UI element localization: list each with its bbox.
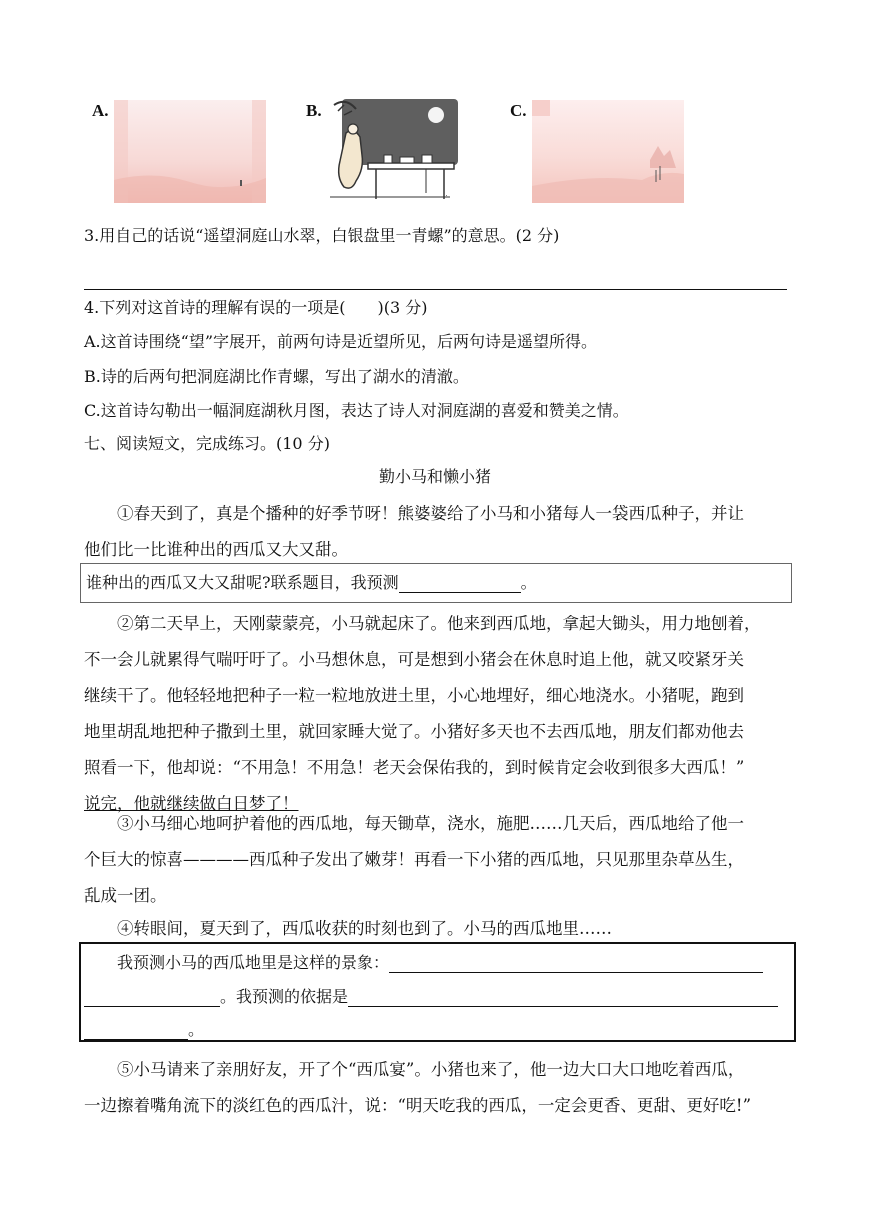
question-4-option-b: B.诗的后两句把洞庭湖比作青螺，写出了湖水的清澈。: [84, 367, 469, 386]
section-7-heading: 七、阅读短文，完成练习。(10 分): [84, 434, 330, 453]
prediction-blank-2b[interactable]: [84, 988, 220, 1007]
paragraph-1-line-2: 他们比一比谁种出的西瓜又大又甜。: [84, 540, 348, 559]
prediction-blank-2d[interactable]: [84, 1021, 188, 1040]
paragraph-2-line-5: 照看一下，他却说：“不用急！不用急！老天会保佑我的，到时候肯定会收到很多大西瓜！”: [84, 758, 745, 777]
prediction-box-2-line-2: [84, 987, 778, 1007]
paragraph-3: [84, 806, 790, 914]
option-a-image: [114, 100, 266, 203]
answer-line-q3[interactable]: [84, 289, 787, 290]
paragraph-3-line-1: ③小马细心地呵护着他的西瓜地，每天锄草，浇水，施肥……几天后，西瓜地给了他一: [117, 814, 744, 833]
prediction-blank-2a[interactable]: [389, 954, 763, 973]
option-a-label: A.: [92, 101, 109, 120]
prediction-box-1-content: [86, 573, 537, 593]
paragraph-4-line-1: ④转眼间，夏天到了，西瓜收获的时刻也到了。小马的西瓜地里……: [117, 919, 612, 938]
paragraph-3-line-2: 个巨大的惊喜————西瓜种子发出了嫩芽！再看一下小猪的西瓜地，只见那里杂草丛生，: [84, 850, 744, 869]
option-c-label: C.: [510, 101, 527, 120]
question-3: 3.用自己的话说“遥望洞庭山水翠，白银盘里一青螺”的意思。(2 分): [84, 226, 560, 245]
paragraph-2-line-2: 不一会儿就累得气喘吁吁了。小马想休息，可是想到小猪会在休息时追上他，就又咬紧牙关: [84, 650, 744, 669]
paragraph-2-line-4: 地里胡乱地把种子撒到土里，就回家睡大觉了。小猪好多天也不去西瓜地，朋友们都劝他去: [84, 722, 744, 741]
question-4-option-a: A.这首诗围绕“望”字展开，前两句诗是近望所见，后两句诗是遥望所得。: [84, 332, 598, 351]
paragraph-2-line-1: ②第二天早上，天刚蒙蒙亮，小马就起床了。他来到西瓜地，拿起大锄头，用力地刨着，: [117, 614, 761, 633]
paragraph-2-line-3: 继续干了。他轻轻地把种子一粒一粒地放进土里，小心地埋好，细心地浇水。小猪呢，跑到: [84, 686, 744, 705]
paragraph-5: [84, 1052, 790, 1124]
option-c-image: [532, 100, 684, 203]
option-b-label: B.: [306, 101, 322, 120]
paragraph-5-line-2: 一边擦着嘴角流下的淡红色的西瓜汁，说：“明天吃我的西瓜，一定会更香、更甜、更好吃!”: [84, 1096, 752, 1115]
paragraph-2: [84, 606, 790, 822]
svg-text:··: ··: [443, 192, 448, 200]
prediction-blank-2c[interactable]: [348, 988, 778, 1007]
paragraph-1: [84, 496, 790, 568]
paragraph-3-line-3: 乱成一团。: [84, 886, 167, 905]
paragraph-5-line-1: ⑤小马请来了亲朋好友，开了个“西瓜宴”。小猪也来了，他一边大口大口地吃着西瓜，: [117, 1060, 745, 1079]
prediction-box-1-text: 谁种出的西瓜又大又甜呢?联系题目，我预测: [86, 573, 399, 592]
paragraph-2-line-6-underlined: 说完，他就继续做白日梦了！: [84, 794, 299, 813]
question-4-stem: 4.下列对这首诗的理解有误的一项是( )(3 分): [84, 298, 428, 317]
prediction-box-2-line-1: [117, 953, 763, 973]
prediction-box-2-text-1: 我预测小马的西瓜地里是这样的景象：: [117, 953, 390, 972]
story-title: 勤小马和懒小猪: [378, 467, 491, 486]
prediction-box-2-line-3: [84, 1020, 204, 1040]
paragraph-1-line-1: ①春天到了，真是个播种的好季节呀！熊婆婆给了小马和小猪每人一袋西瓜种子，并让: [117, 504, 744, 523]
question-4-option-c: C.这首诗勾勒出一幅洞庭湖秋月图，表达了诗人对洞庭湖的喜爱和赞美之情。: [84, 401, 629, 420]
prediction-box-2-text-2: 。我预测的依据是: [220, 987, 349, 1006]
prediction-box-2-text-3: 。: [188, 1020, 205, 1039]
prediction-box-1-end: 。: [520, 573, 537, 592]
option-b-image: [326, 97, 458, 204]
prediction-blank-1[interactable]: [399, 574, 521, 593]
